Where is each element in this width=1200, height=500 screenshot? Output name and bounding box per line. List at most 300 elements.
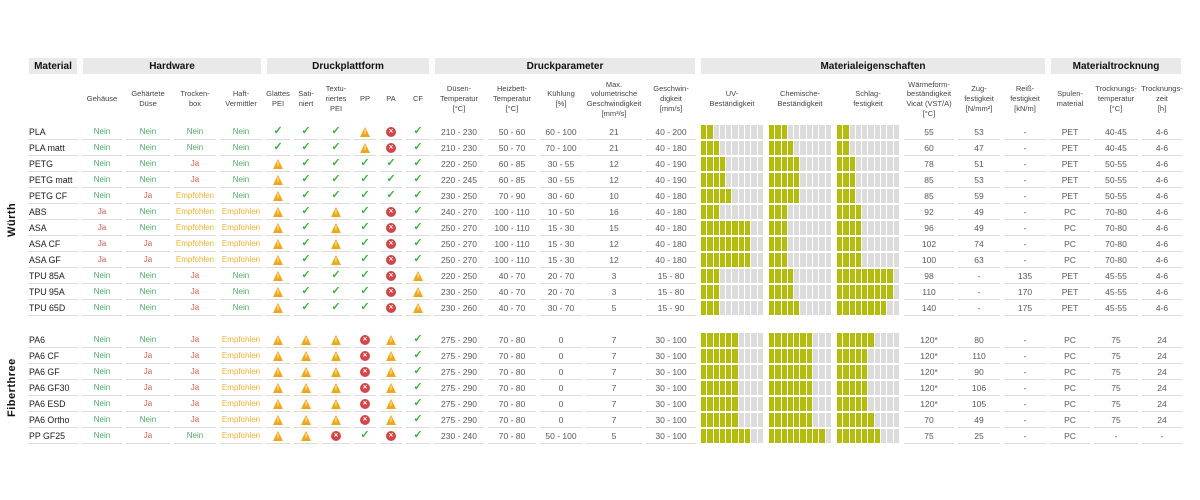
- bar-segment-empty: [819, 269, 824, 283]
- value-cell: 120*: [904, 380, 954, 396]
- value-cell: 24: [1142, 348, 1182, 364]
- check-icon: ✓: [413, 381, 423, 393]
- bar-segment-empty: [826, 413, 831, 427]
- bar-segment-filled: [887, 269, 892, 283]
- bar-segment-filled: [862, 429, 867, 443]
- hardware-status-cell: Nein: [126, 204, 170, 220]
- value-cell: 49: [958, 412, 1000, 428]
- rating-bar: [837, 349, 899, 363]
- rating-bar: [701, 429, 763, 443]
- check-icon: ✓: [301, 189, 311, 201]
- check-icon: ✓: [413, 157, 423, 169]
- col-waermeformbestaendigkeit-header: Wärmeform- beständigkeit Vicat (VST/A) [°C]: [906, 79, 952, 118]
- bar-segment-empty: [826, 365, 831, 379]
- bar-segment-filled: [739, 253, 744, 267]
- bar-segment-filled: [837, 141, 842, 155]
- value-cell: 70 - 90: [488, 188, 536, 204]
- bar-segment-filled: [868, 285, 873, 299]
- bar-segment-filled: [856, 237, 861, 251]
- plattform-rating-cell: [354, 188, 376, 204]
- property-bar-cell: [837, 220, 899, 236]
- hardware-status-cell: Ja: [174, 412, 216, 428]
- bar-segment-filled: [837, 397, 842, 411]
- bar-segment-empty: [819, 205, 824, 219]
- bar-segment-empty: [856, 189, 861, 203]
- value-cell: PC: [1050, 204, 1090, 220]
- bar-segment-filled: [856, 221, 861, 235]
- bar-segment-empty: [739, 397, 744, 411]
- hardware-status-cell: Nein: [174, 140, 216, 156]
- bar-segment-filled: [775, 125, 780, 139]
- bar-segment-filled: [707, 269, 712, 283]
- bar-segment-filled: [862, 333, 867, 347]
- bar-segment-filled: [782, 413, 787, 427]
- warning-exclamation: !: [276, 177, 280, 184]
- check-icon: ✓: [331, 125, 341, 137]
- value-cell: PC: [1050, 332, 1090, 348]
- bar-segment-filled: [837, 413, 842, 427]
- material-name: ASA GF: [28, 252, 78, 268]
- value-cell: 175: [1004, 300, 1046, 316]
- plattform-rating-cell: [354, 268, 376, 284]
- material-name: PA6 ESD: [28, 396, 78, 412]
- hardware-status-cell: Empfohlen: [220, 204, 262, 220]
- rating-bar: [701, 381, 763, 395]
- warning-exclamation: !: [334, 369, 338, 376]
- check-icon: ✓: [273, 141, 283, 153]
- value-cell: 106: [958, 380, 1000, 396]
- value-cell: 45-55: [1094, 300, 1138, 316]
- bar-segment-empty: [856, 173, 861, 187]
- bar-segment-filled: [701, 301, 706, 315]
- value-cell: 12: [586, 236, 642, 252]
- bar-segment-filled: [856, 349, 861, 363]
- plattform-rating-cell: [406, 188, 430, 204]
- check-icon: ✓: [360, 253, 370, 265]
- value-cell: 40 - 180: [646, 236, 696, 252]
- bar-segment-empty: [813, 397, 818, 411]
- hardware-status-cell: Empfohlen: [220, 364, 262, 380]
- warning-icon: [386, 351, 396, 361]
- warning-icon: [331, 335, 341, 345]
- plattform-rating-cell: [406, 428, 430, 444]
- hardware-status-cell: Nein: [82, 140, 122, 156]
- bar-segment-filled: [794, 349, 799, 363]
- value-cell: 120*: [904, 332, 954, 348]
- bar-segment-empty: [826, 237, 831, 251]
- plattform-rating-cell: [266, 428, 290, 444]
- plattform-rating-cell: [380, 412, 402, 428]
- value-cell: 7: [586, 396, 642, 412]
- bar-segment-empty: [887, 125, 892, 139]
- property-bar-cell: [701, 252, 763, 268]
- bar-segment-filled: [843, 413, 848, 427]
- bar-segment-filled: [794, 173, 799, 187]
- bar-segment-empty: [813, 157, 818, 171]
- value-cell: 40 - 70: [488, 284, 536, 300]
- property-bar-cell: [701, 268, 763, 284]
- value-cell: PC: [1050, 380, 1090, 396]
- bar-segment-filled: [714, 205, 719, 219]
- value-cell: 250 - 270: [434, 252, 484, 268]
- value-cell: 75: [1094, 396, 1138, 412]
- plattform-rating-cell: [322, 140, 350, 156]
- rating-bar: [769, 157, 831, 171]
- bar-segment-empty: [887, 333, 892, 347]
- bar-segment-empty: [868, 381, 873, 395]
- rating-bar: [837, 301, 899, 315]
- plattform-rating-cell: [380, 188, 402, 204]
- bar-segment-filled: [707, 333, 712, 347]
- bar-segment-empty: [826, 381, 831, 395]
- bar-segment-empty: [894, 173, 899, 187]
- rating-bar: [769, 333, 831, 347]
- bar-segment-filled: [701, 221, 706, 235]
- bar-segment-empty: [751, 381, 756, 395]
- warning-exclamation: !: [276, 225, 280, 232]
- bar-segment-empty: [826, 349, 831, 363]
- plattform-rating-cell: [354, 364, 376, 380]
- bar-segment-empty: [813, 237, 818, 251]
- hardware-status-cell: Nein: [220, 124, 262, 140]
- bar-segment-empty: [881, 237, 886, 251]
- value-cell: 170: [1004, 284, 1046, 300]
- property-bar-cell: [701, 156, 763, 172]
- check-icon: ✓: [360, 285, 370, 297]
- hardware-status-cell: Nein: [220, 156, 262, 172]
- bar-segment-empty: [887, 221, 892, 235]
- bar-segment-filled: [843, 333, 848, 347]
- plattform-rating-cell: [266, 140, 290, 156]
- bar-segment-filled: [782, 365, 787, 379]
- hardware-status-cell: Ja: [126, 428, 170, 444]
- value-cell: 250 - 270: [434, 220, 484, 236]
- plattform-rating-cell: [322, 380, 350, 396]
- not-suitable-icon: ✕: [360, 383, 370, 393]
- hardware-status-cell: Empfohlen: [220, 348, 262, 364]
- bar-segment-filled: [875, 429, 880, 443]
- value-cell: 20 - 70: [540, 268, 582, 284]
- bar-segment-empty: [819, 141, 824, 155]
- warning-exclamation: !: [363, 145, 367, 152]
- bar-segment-filled: [701, 141, 706, 155]
- bar-segment-empty: [894, 205, 899, 219]
- bar-segment-filled: [862, 301, 867, 315]
- value-cell: 30 - 55: [540, 172, 582, 188]
- bar-segment-filled: [856, 269, 861, 283]
- plattform-rating-cell: [266, 252, 290, 268]
- bar-segment-filled: [807, 381, 812, 395]
- bar-segment-empty: [751, 285, 756, 299]
- bar-segment-empty: [887, 157, 892, 171]
- bar-segment-empty: [758, 413, 763, 427]
- rating-bar: [837, 397, 899, 411]
- bar-segment-filled: [707, 173, 712, 187]
- property-bar-cell: [769, 204, 831, 220]
- hardware-status-cell: Empfohlen: [174, 188, 216, 204]
- bar-segment-empty: [739, 413, 744, 427]
- bar-segment-filled: [714, 365, 719, 379]
- bar-segment-filled: [837, 429, 842, 443]
- plattform-rating-cell: [322, 156, 350, 172]
- bar-segment-filled: [862, 397, 867, 411]
- plattform-rating-cell: [322, 268, 350, 284]
- warning-icon: [273, 399, 283, 409]
- bar-segment-empty: [875, 125, 880, 139]
- col-chemische-bestaendigkeit-header: Chemische- Beständigkeit: [777, 89, 823, 108]
- check-icon: ✓: [386, 157, 396, 169]
- bar-segment-filled: [701, 381, 706, 395]
- warning-exclamation: !: [276, 369, 280, 376]
- property-bar-cell: [701, 204, 763, 220]
- col-uv-bestaendigkeit-header: UV- Beständigkeit: [709, 89, 755, 108]
- bar-segment-empty: [881, 381, 886, 395]
- bar-segment-empty: [732, 141, 737, 155]
- check-icon: ✓: [413, 173, 423, 185]
- plattform-rating-cell: [294, 268, 318, 284]
- bar-segment-filled: [843, 237, 848, 251]
- col-trocknungszeit-header: Trocknungs- zeit [h]: [1141, 84, 1183, 113]
- bar-segment-filled: [726, 429, 731, 443]
- plattform-rating-cell: [294, 412, 318, 428]
- value-cell: 85: [904, 172, 954, 188]
- bar-segment-filled: [794, 381, 799, 395]
- value-cell: 24: [1142, 364, 1182, 380]
- section-gap: [26, 316, 1184, 332]
- bar-segment-empty: [751, 157, 756, 171]
- bar-segment-filled: [769, 285, 774, 299]
- hardware-status-cell: Ja: [126, 380, 170, 396]
- bar-segment-filled: [775, 301, 780, 315]
- bar-segment-filled: [800, 413, 805, 427]
- warning-exclamation: !: [276, 385, 280, 392]
- bar-segment-empty: [726, 141, 731, 155]
- value-cell: 240 - 270: [434, 204, 484, 220]
- warning-icon: [301, 383, 311, 393]
- bar-segment-filled: [868, 413, 873, 427]
- value-cell: 16: [586, 204, 642, 220]
- check-icon: ✓: [301, 141, 311, 153]
- bar-segment-filled: [856, 397, 861, 411]
- bar-segment-empty: [751, 125, 756, 139]
- hardware-status-cell: Nein: [126, 268, 170, 284]
- plattform-rating-cell: [406, 124, 430, 140]
- bar-segment-empty: [862, 189, 867, 203]
- hardware-status-cell: Ja: [126, 396, 170, 412]
- warning-exclamation: !: [304, 369, 308, 376]
- bar-segment-filled: [843, 141, 848, 155]
- material-name: PA6 Ortho: [28, 412, 78, 428]
- hardware-status-cell: Nein: [126, 284, 170, 300]
- bar-segment-filled: [843, 429, 848, 443]
- bar-segment-empty: [862, 157, 867, 171]
- bar-segment-filled: [862, 269, 867, 283]
- plattform-rating-cell: [294, 380, 318, 396]
- bar-segment-filled: [856, 253, 861, 267]
- hardware-status-cell: Nein: [82, 428, 122, 444]
- bar-segment-empty: [881, 189, 886, 203]
- warning-icon: [301, 399, 311, 409]
- hardware-status-cell: Nein: [174, 124, 216, 140]
- value-cell: 75: [1094, 364, 1138, 380]
- property-bar-cell: [701, 236, 763, 252]
- bar-segment-filled: [782, 157, 787, 171]
- bar-segment-filled: [769, 429, 774, 443]
- bar-segment-filled: [769, 333, 774, 347]
- material-name: PETG: [28, 156, 78, 172]
- bar-segment-empty: [819, 189, 824, 203]
- property-bar-cell: [701, 428, 763, 444]
- property-bar-cell: [837, 124, 899, 140]
- bar-segment-filled: [769, 365, 774, 379]
- warning-exclamation: !: [276, 257, 280, 264]
- value-cell: 12: [586, 252, 642, 268]
- bar-segment-filled: [843, 173, 848, 187]
- value-cell: PC: [1050, 364, 1090, 380]
- rating-bar: [837, 221, 899, 235]
- bar-segment-filled: [726, 413, 731, 427]
- warning-icon: [273, 431, 283, 441]
- property-bar-cell: [769, 252, 831, 268]
- plattform-rating-cell: [294, 284, 318, 300]
- value-cell: 4-6: [1142, 236, 1182, 252]
- bar-segment-filled: [707, 413, 712, 427]
- check-icon: ✓: [301, 221, 311, 233]
- bar-segment-empty: [881, 333, 886, 347]
- value-cell: 275 - 290: [434, 348, 484, 364]
- bar-segment-empty: [826, 221, 831, 235]
- hardware-status-cell: Nein: [82, 412, 122, 428]
- material-name: TPU 95A: [28, 284, 78, 300]
- bar-segment-empty: [813, 365, 818, 379]
- warning-icon: [331, 255, 341, 265]
- bar-segment-empty: [894, 285, 899, 299]
- hardware-status-cell: Nein: [82, 300, 122, 316]
- bar-segment-empty: [800, 173, 805, 187]
- bar-segment-empty: [875, 333, 880, 347]
- value-cell: 53: [958, 172, 1000, 188]
- plattform-rating-cell: [266, 236, 290, 252]
- check-icon: ✓: [360, 157, 370, 169]
- value-cell: PET: [1050, 300, 1090, 316]
- group-band-hardware: [83, 58, 261, 74]
- bar-segment-empty: [862, 237, 867, 251]
- value-cell: PET: [1050, 156, 1090, 172]
- not-suitable-icon: ✕: [360, 415, 370, 425]
- bar-segment-filled: [732, 381, 737, 395]
- plattform-rating-cell: [294, 332, 318, 348]
- group-band-label: Druckparameter: [526, 60, 604, 72]
- value-cell: 105: [958, 396, 1000, 412]
- rating-bar: [769, 349, 831, 363]
- bar-segment-filled: [788, 413, 793, 427]
- plattform-rating-cell: [354, 396, 376, 412]
- bar-segment-filled: [707, 237, 712, 251]
- value-cell: 0: [540, 380, 582, 396]
- value-cell: 98: [904, 268, 954, 284]
- check-icon: ✓: [301, 285, 311, 297]
- bar-segment-filled: [775, 157, 780, 171]
- check-icon: ✓: [413, 253, 423, 265]
- brand-label-wuerth: Würth: [6, 202, 18, 238]
- rating-bar: [769, 397, 831, 411]
- bar-segment-empty: [758, 429, 763, 443]
- bar-segment-empty: [758, 269, 763, 283]
- bar-segment-filled: [726, 237, 731, 251]
- property-bar-cell: [837, 396, 899, 412]
- bar-segment-filled: [856, 381, 861, 395]
- hardware-status-cell: Ja: [82, 220, 122, 236]
- material-name: ASA CF: [28, 236, 78, 252]
- hardware-status-cell: Ja: [174, 348, 216, 364]
- value-cell: 12: [586, 172, 642, 188]
- warning-icon: [273, 239, 283, 249]
- bar-segment-empty: [856, 157, 861, 171]
- bar-segment-filled: [769, 397, 774, 411]
- value-cell: 102: [904, 236, 954, 252]
- col-kuehlung-header: Kühlung [%]: [547, 89, 575, 108]
- bar-segment-empty: [800, 205, 805, 219]
- bar-segment-empty: [794, 269, 799, 283]
- group-band-materialeigenschaften: [701, 58, 1045, 74]
- bar-segment-empty: [894, 125, 899, 139]
- group-band-druckparameter: [435, 58, 695, 74]
- value-cell: 120*: [904, 348, 954, 364]
- plattform-rating-cell: [406, 300, 430, 316]
- hardware-status-cell: Empfohlen: [220, 220, 262, 236]
- col-geschwindigkeit-header: Geschwin- digkeit [mm/s]: [653, 84, 689, 113]
- bar-segment-filled: [726, 333, 731, 347]
- bar-segment-empty: [875, 173, 880, 187]
- bar-segment-filled: [856, 333, 861, 347]
- bar-segment-empty: [807, 301, 812, 315]
- bar-segment-empty: [732, 205, 737, 219]
- plattform-rating-cell: [322, 348, 350, 364]
- bar-segment-empty: [732, 173, 737, 187]
- bar-segment-filled: [788, 429, 793, 443]
- bar-segment-empty: [800, 221, 805, 235]
- bar-segment-filled: [856, 365, 861, 379]
- bar-segment-empty: [758, 365, 763, 379]
- brand-label-fiberthree: Fiberthree: [6, 358, 18, 418]
- value-cell: 4-6: [1142, 284, 1182, 300]
- value-cell: 4-6: [1142, 124, 1182, 140]
- bar-segment-filled: [850, 173, 855, 187]
- material-name: PLA matt: [28, 140, 78, 156]
- property-bar-cell: [837, 188, 899, 204]
- col-gehaeuse-header: Gehäuse: [86, 94, 118, 104]
- bar-segment-filled: [788, 365, 793, 379]
- property-bar-cell: [701, 380, 763, 396]
- plattform-rating-cell: [380, 348, 402, 364]
- bar-segment-empty: [726, 125, 731, 139]
- value-cell: 4-6: [1142, 204, 1182, 220]
- check-icon: ✓: [301, 301, 311, 313]
- col-gehaertete-duese-header: Gehärtete Düse: [131, 89, 165, 108]
- bar-segment-filled: [701, 189, 706, 203]
- warning-icon: [386, 415, 396, 425]
- warning-exclamation: !: [276, 417, 280, 424]
- bar-segment-empty: [894, 397, 899, 411]
- rating-bar: [837, 285, 899, 299]
- bar-segment-empty: [732, 189, 737, 203]
- bar-segment-filled: [850, 429, 855, 443]
- value-cell: 100 - 110: [488, 236, 536, 252]
- bar-segment-empty: [894, 237, 899, 251]
- not-suitable-icon: ✕: [386, 127, 396, 137]
- plattform-rating-cell: [294, 124, 318, 140]
- property-bar-cell: [837, 140, 899, 156]
